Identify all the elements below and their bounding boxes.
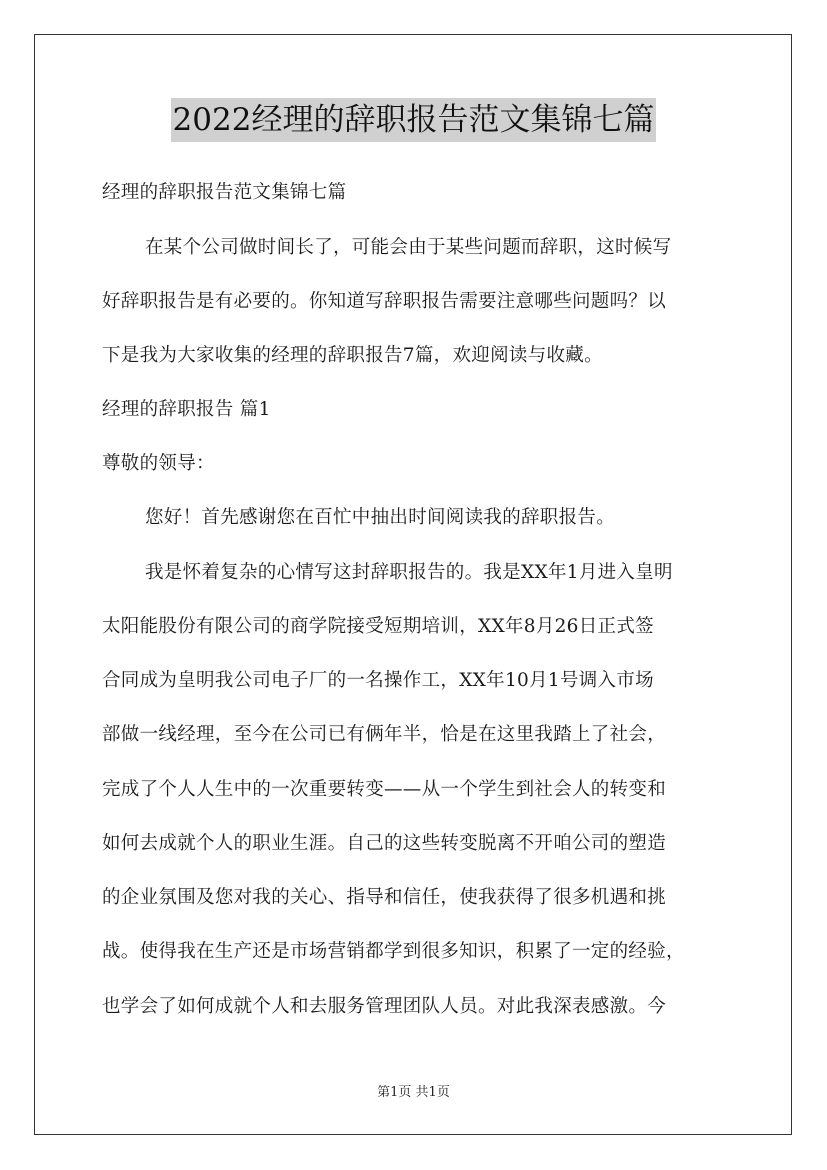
paragraph-line: 您好！首先感谢您在百忙中抽出时间阅读我的辞职报告。 [145,507,616,528]
paragraph-line: 在某个公司做时间长了，可能会由于某些问题而辞职，这时候写 [145,237,672,258]
paragraph-line: 如何去成就个人的职业生涯。自己的这些转变脱离不开咱公司的塑造 [102,833,667,854]
paragraph-line: 太阳能股份有限公司的商学院接受短期培训，XX年8月26日正式签 [102,616,654,637]
page-footer [0,1085,827,1101]
paragraph-line: 我是怀着复杂的心情写这封辞职报告的。我是XX年1月进入皇明 [145,562,673,583]
page-number-label: 第1页 共1页 [377,1085,450,1100]
paragraph-line: 下是我为大家收集的经理的辞职报告7篇，欢迎阅读与收藏。 [102,345,603,366]
paragraph-line: 也学会了如何成就个人和去服务管理团队人员。对此我深表感激。今 [102,996,667,1017]
paragraph-line: 战。使得我在生产还是市场营销都学到很多知识，积累了一定的经验， [102,941,685,962]
document-title: 2022经理的辞职报告范文集锦七篇 [171,98,657,142]
paragraph-line: 合同成为皇明我公司电子厂的一名操作工，XX年10月1号调入市场 [102,670,654,691]
paragraph-line: 部做一线经理，至今在公司已有俩年半，恰是在这里我踏上了社会， [102,724,667,745]
paragraph-line: 的企业氛围及您对我的关心、指导和信任，使我获得了很多机遇和挑 [102,887,667,908]
subtitle-line: 经理的辞职报告范文集锦七篇 [102,182,347,203]
title-container [0,98,827,142]
paragraph-line: 好辞职报告是有必要的。你知道写辞职报告需要注意哪些问题吗？以 [102,291,667,312]
paragraph-line: 完成了个人人生中的一次重要转变——从一个学生到社会人的转变和 [102,779,667,800]
salutation: 尊敬的领导： [102,453,215,474]
section-heading: 经理的辞职报告 篇1 [102,399,271,420]
